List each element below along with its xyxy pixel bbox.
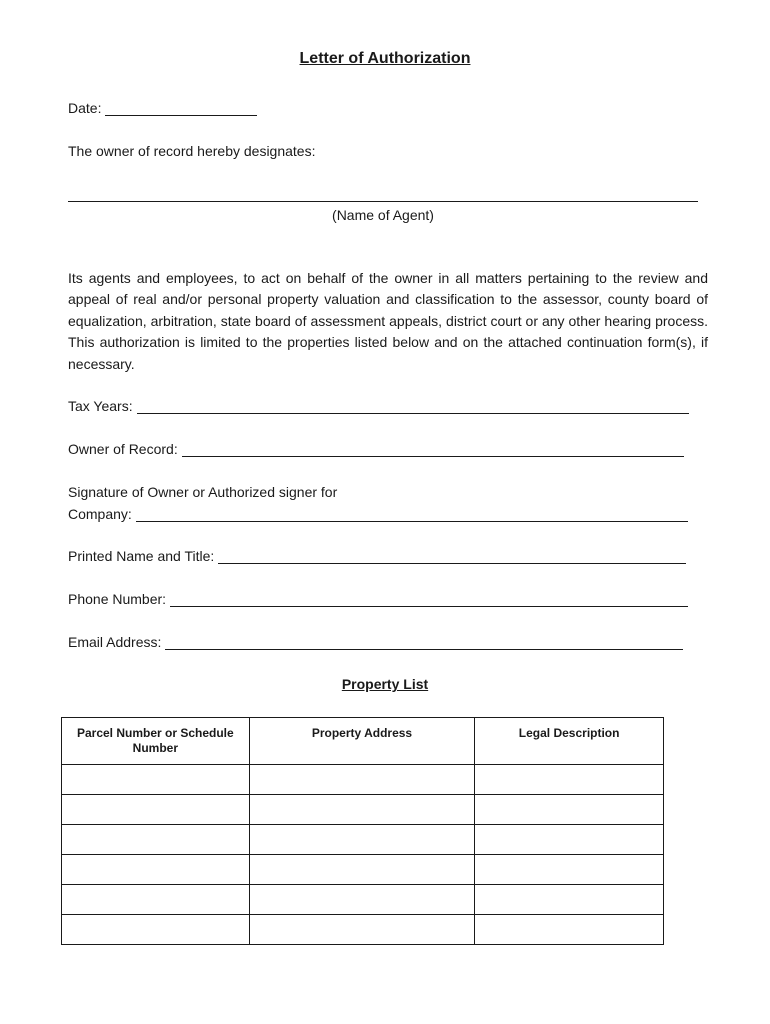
cell-property-address[interactable] bbox=[249, 765, 475, 795]
cell-parcel-number[interactable] bbox=[62, 795, 250, 825]
phone-blank[interactable] bbox=[170, 592, 688, 607]
signature-field[interactable] bbox=[68, 506, 688, 522]
cell-parcel-number[interactable] bbox=[62, 885, 250, 915]
signature-label-line1: Signature of Owner or Authorized signer for bbox=[68, 484, 338, 500]
cell-property-address[interactable] bbox=[249, 915, 475, 945]
email-blank[interactable] bbox=[165, 635, 683, 650]
cell-legal-description[interactable] bbox=[475, 855, 664, 885]
cell-legal-description[interactable] bbox=[475, 825, 664, 855]
cell-legal-description[interactable] bbox=[475, 795, 664, 825]
agent-caption: (Name of Agent) bbox=[332, 207, 434, 223]
table-row bbox=[62, 795, 664, 825]
agent-name-line[interactable] bbox=[68, 201, 698, 202]
tax-years-field[interactable] bbox=[68, 398, 689, 414]
cell-parcel-number[interactable] bbox=[62, 855, 250, 885]
cell-parcel-number[interactable] bbox=[62, 825, 250, 855]
property-table bbox=[61, 717, 664, 945]
page-title: Letter of Authorization bbox=[299, 50, 471, 67]
date-label: Date: bbox=[68, 100, 102, 116]
signature-label-line2: Company: bbox=[68, 506, 132, 522]
email-label: Email Address: bbox=[68, 634, 162, 650]
header-parcel-number: Parcel Number or Schedule Number bbox=[62, 718, 250, 765]
header-property-address: Property Address bbox=[249, 718, 475, 765]
table-row bbox=[62, 915, 664, 945]
cell-property-address[interactable] bbox=[249, 885, 475, 915]
signature-blank[interactable] bbox=[136, 507, 688, 522]
property-list-title: Property List bbox=[341, 676, 429, 692]
tax-years-blank[interactable] bbox=[137, 399, 689, 414]
phone-field[interactable] bbox=[68, 591, 688, 607]
table-row bbox=[62, 885, 664, 915]
authorization-paragraph: Its agents and employees, to act on behalf of the owner in all matters pertaining to the review and appeal of real and/or personal property valuation and classification to the assessor, county board of equalization, arbitration, state board of assessment appeals, district court or any other hearing process. This authorization is limited to the properties listed below and on the attached continuation form(s), if necessary. bbox=[68, 270, 708, 372]
cell-property-address[interactable] bbox=[249, 795, 475, 825]
cell-parcel-number[interactable] bbox=[62, 915, 250, 945]
owner-of-record-field[interactable] bbox=[68, 441, 684, 457]
table-row bbox=[62, 855, 664, 885]
date-field[interactable] bbox=[68, 100, 257, 116]
cell-parcel-number[interactable] bbox=[62, 765, 250, 795]
table-row bbox=[62, 765, 664, 795]
owner-of-record-blank[interactable] bbox=[182, 442, 684, 457]
printed-name-blank[interactable] bbox=[218, 549, 686, 564]
cell-legal-description[interactable] bbox=[475, 765, 664, 795]
printed-name-field[interactable] bbox=[68, 548, 686, 564]
cell-legal-description[interactable] bbox=[475, 885, 664, 915]
designates-text: The owner of record hereby designates: bbox=[68, 143, 316, 159]
date-blank[interactable] bbox=[105, 101, 257, 116]
cell-property-address[interactable] bbox=[249, 825, 475, 855]
cell-property-address[interactable] bbox=[249, 855, 475, 885]
email-field[interactable] bbox=[68, 634, 683, 650]
property-table-header bbox=[62, 718, 664, 765]
printed-name-label: Printed Name and Title: bbox=[68, 548, 215, 564]
owner-of-record-label: Owner of Record: bbox=[68, 441, 178, 457]
tax-years-label: Tax Years: bbox=[68, 398, 133, 414]
table-row bbox=[62, 825, 664, 855]
header-legal-description: Legal Description bbox=[475, 718, 664, 765]
cell-legal-description[interactable] bbox=[475, 915, 664, 945]
phone-label: Phone Number: bbox=[68, 591, 167, 607]
